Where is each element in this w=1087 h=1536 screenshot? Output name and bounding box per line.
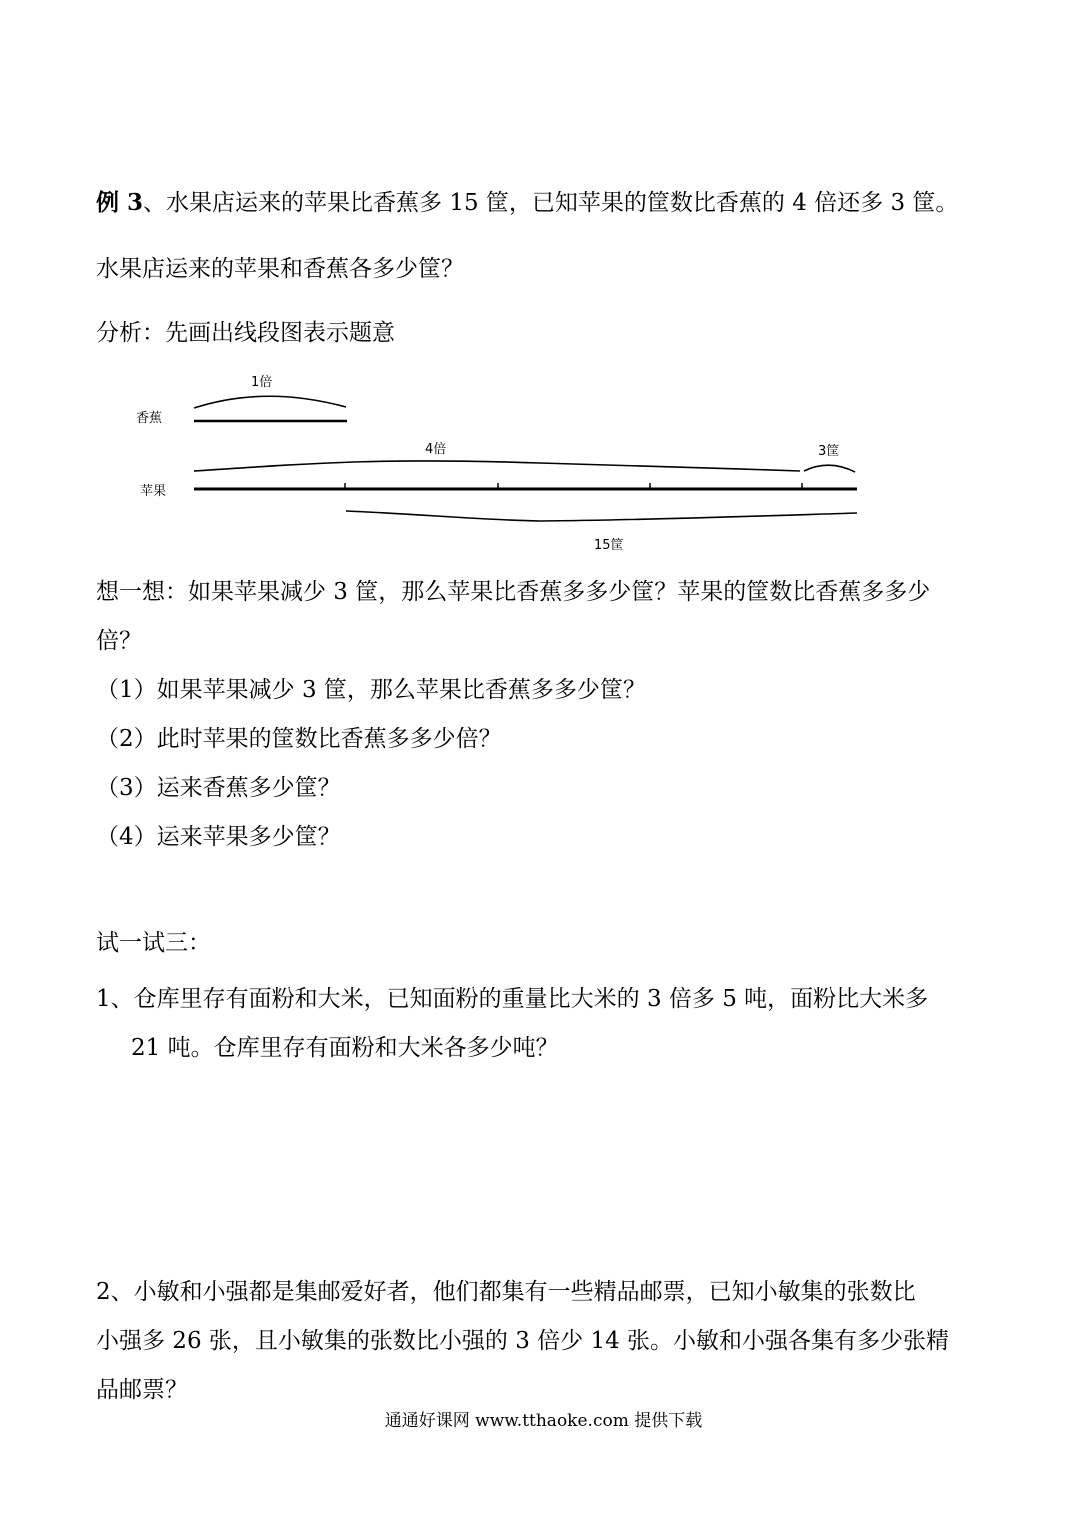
practice-q2-line-2: 小强多 26 张，且小敏集的张数比小强的 3 倍少 14 张。小敏和小强各集有多少张精 bbox=[96, 1328, 950, 1354]
think-line-1: 想一想：如果苹果减少 3 筐，那么苹果比香蕉多多少筐？苹果的筐数比香蕉多多少 bbox=[96, 579, 931, 605]
banana-brace bbox=[194, 396, 346, 408]
think-line-2: 倍？ bbox=[96, 628, 142, 654]
apple-label: 苹果 bbox=[140, 484, 167, 499]
practice-q1-line-1: 1、仓库里存有面粉和大米，已知面粉的重量比大米的 3 倍多 5 吨，面粉比大米多 bbox=[96, 986, 929, 1012]
think-question-3: （3）运来香蕉多少筐？ bbox=[96, 775, 341, 801]
example-label: 例 3 bbox=[96, 189, 144, 216]
four-times-label: 4倍 bbox=[425, 442, 447, 457]
fifteen-brace bbox=[346, 511, 857, 521]
analysis-text: 分析：先画出线段图表示题意 bbox=[96, 320, 395, 346]
example-text-1: 、水果店运来的苹果比香蕉多 15 筐，已知苹果的筐数比香蕉的 4 倍还多 3 筐。 bbox=[143, 190, 959, 216]
think-question-4: （4）运来苹果多少筐？ bbox=[96, 824, 341, 850]
think-question-2: （2）此时苹果的筐数比香蕉多多少倍？ bbox=[96, 726, 502, 752]
think-question-1: （1）如果苹果减少 3 筐，那么苹果比香蕉多多少筐？ bbox=[96, 677, 646, 703]
line-segment-diagram bbox=[0, 0, 1087, 570]
example-line-2: 水果店运来的苹果和香蕉各多少筐？ bbox=[96, 256, 464, 282]
practice-title: 试一试三： bbox=[96, 930, 211, 956]
three-baskets-label: 3筐 bbox=[818, 444, 840, 459]
apple-3-brace bbox=[804, 465, 855, 472]
practice-q2-line-3: 品邮票？ bbox=[96, 1377, 188, 1403]
one-times-label: 1倍 bbox=[251, 375, 273, 390]
practice-q2-line-1: 2、小敏和小强都是集邮爱好者，他们都集有一些精品邮票，已知小敏集的张数比 bbox=[96, 1279, 916, 1305]
page-footer: 通通好课网 www.tthaoke.com 提供下载 bbox=[384, 1411, 703, 1431]
banana-label: 香蕉 bbox=[136, 411, 163, 426]
apple-4x-brace bbox=[194, 461, 800, 471]
practice-q1-line-2: 21 吨。仓库里存有面粉和大米各多少吨？ bbox=[131, 1035, 559, 1061]
fifteen-baskets-label: 15筐 bbox=[594, 538, 624, 553]
